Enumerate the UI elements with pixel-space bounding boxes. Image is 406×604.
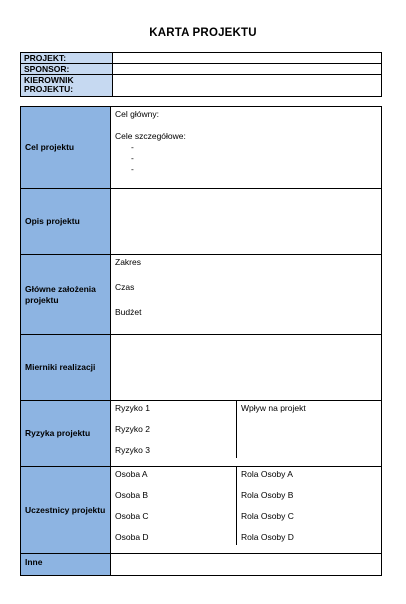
bullet-1: -	[131, 142, 134, 152]
label-inne: Inne	[21, 554, 111, 576]
ryzyka-list[interactable]	[111, 401, 237, 458]
rola-b: Rola Osoby B	[241, 490, 294, 500]
zalozenie-zakres: Zakres	[115, 257, 141, 267]
document-title: KARTA PROJEKTU	[149, 27, 257, 39]
label-sponsor: SPONSOR:	[21, 64, 113, 75]
value-projekt[interactable]	[113, 53, 382, 64]
label-kierownik: KIEROWNIK PROJEKTU:	[21, 75, 113, 97]
label-mierniki-realizacji: Mierniki realizacji	[21, 335, 111, 401]
wplyw-na-projekt: Wpływ na projekt	[241, 403, 306, 413]
label-projekt: PROJEKT:	[21, 53, 113, 64]
value-sponsor[interactable]	[113, 64, 382, 75]
osoba-d: Osoba D	[115, 532, 149, 542]
label-cel-projektu: Cel projektu	[21, 107, 111, 189]
osoba-a: Osoba A	[115, 469, 148, 479]
rola-a: Rola Osoby A	[241, 469, 293, 479]
osoba-c: Osoba C	[115, 511, 149, 521]
rola-c: Rola Osoby C	[241, 511, 294, 521]
cele-szczegolowe: Cele szczegółowe:	[115, 131, 186, 141]
opis-projektu-cell[interactable]	[111, 189, 382, 255]
inne-cell[interactable]	[111, 554, 382, 576]
uczestnicy-projektu-cell	[111, 467, 382, 554]
rola-d: Rola Osoby D	[241, 532, 294, 542]
osoby-list[interactable]	[111, 467, 237, 545]
ryzyko-2: Ryzyko 2	[115, 424, 150, 434]
role-list[interactable]	[237, 467, 382, 545]
glowne-zalozenia-cell[interactable]	[111, 255, 382, 335]
bullet-2: -	[131, 153, 134, 163]
wplyw-na-projekt-cell[interactable]	[237, 401, 382, 458]
osoba-b: Osoba B	[115, 490, 149, 500]
label-ryzyka-projektu: Ryzyka projektu	[21, 401, 111, 467]
ryzyko-1: Ryzyko 1	[115, 403, 150, 413]
bullet-3: -	[131, 164, 134, 174]
ryzyka-projektu-cell	[111, 401, 382, 467]
label-opis-projektu: Opis projektu	[21, 189, 111, 255]
cel-projektu-cell[interactable]	[111, 107, 382, 189]
ryzyko-3: Ryzyko 3	[115, 445, 150, 455]
zalozenie-czas: Czas	[115, 282, 135, 292]
cel-glowny: Cel główny:	[115, 109, 159, 119]
mierniki-realizacji-cell[interactable]	[111, 335, 382, 401]
label-glowne-zalozenia: Główne założenia projektu	[21, 255, 111, 335]
header-table	[20, 52, 382, 97]
label-uczestnicy-projektu: Uczestnicy projektu	[21, 467, 111, 554]
value-kierownik[interactable]	[113, 75, 382, 97]
main-table	[20, 106, 382, 576]
zalozenie-budzet: Budżet	[115, 307, 142, 317]
